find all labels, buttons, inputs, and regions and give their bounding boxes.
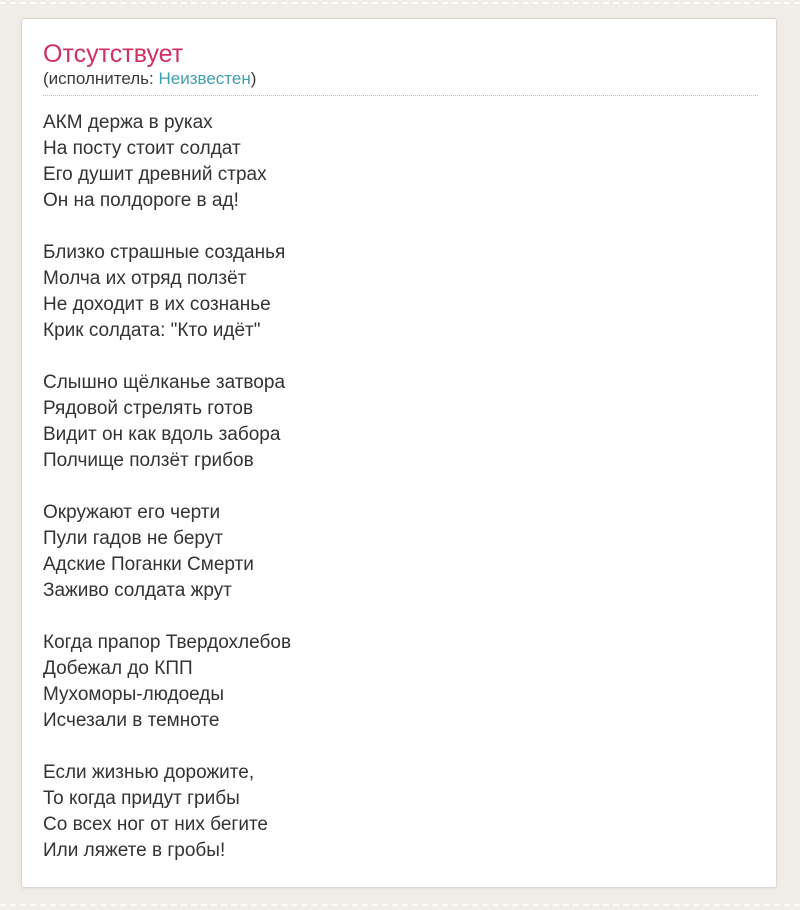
- lyrics-stanza: [43, 500, 758, 604]
- song-title: Отсутствует: [43, 40, 184, 68]
- lyric-line: Добежал до КПП: [43, 658, 193, 679]
- lyrics-text: [43, 110, 758, 864]
- lyric-line: Со всех ног от них бегите: [43, 814, 268, 835]
- lyrics-card: [21, 18, 777, 888]
- lyrics-stanza: [43, 240, 758, 344]
- song-header: [43, 39, 758, 96]
- lyric-line: Окружают его черти: [43, 502, 221, 523]
- lyric-line: На посту стоит солдат: [43, 138, 241, 159]
- lyric-line: Исчезали в темноте: [43, 710, 220, 731]
- lyric-line: Видит он как вдоль забора: [43, 424, 281, 445]
- background-stitch-line-top: [0, 2, 800, 4]
- background-stitch-line-bottom: [0, 904, 800, 906]
- lyric-line: Крик солдата: "Кто идёт": [43, 320, 261, 341]
- lyric-line: Или ляжете в гробы!: [43, 840, 226, 861]
- lyric-line: Если жизнью дорожите,: [43, 762, 255, 783]
- lyrics-stanza: [43, 630, 758, 734]
- song-subtitle: [43, 69, 758, 89]
- lyric-line: Близко страшные созданья: [43, 242, 286, 263]
- lyric-line: То когда придут грибы: [43, 788, 240, 809]
- lyric-line: Мухоморы-людоеды: [43, 684, 225, 705]
- lyric-line: Когда прапор Твердохлебов: [43, 632, 292, 653]
- lyric-line: Не доходит в их сознанье: [43, 294, 271, 315]
- lyric-line: Молча их отряд ползёт: [43, 268, 247, 289]
- lyric-line: Заживо солдата жрут: [43, 580, 232, 601]
- lyric-line: Слышно щёлканье затвора: [43, 372, 286, 393]
- lyric-line: Он на полдороге в ад!: [43, 190, 239, 211]
- lyric-line: АКМ держа в руках: [43, 112, 213, 133]
- lyric-line: Пули гадов не берут: [43, 528, 223, 549]
- lyric-line: Его душит древний страх: [43, 164, 267, 185]
- artist-label-suffix: ): [250, 69, 257, 88]
- artist-link[interactable]: Неизвестен: [158, 69, 251, 88]
- lyric-line: Рядовой стрелять готов: [43, 398, 254, 419]
- lyrics-stanza: [43, 110, 758, 214]
- artist-label-prefix: (исполнитель:: [43, 69, 159, 88]
- lyrics-stanza: [43, 760, 758, 864]
- lyric-line: Полчище ползёт грибов: [43, 450, 254, 471]
- lyrics-stanza: [43, 370, 758, 474]
- lyric-line: Адские Поганки Смерти: [43, 554, 254, 575]
